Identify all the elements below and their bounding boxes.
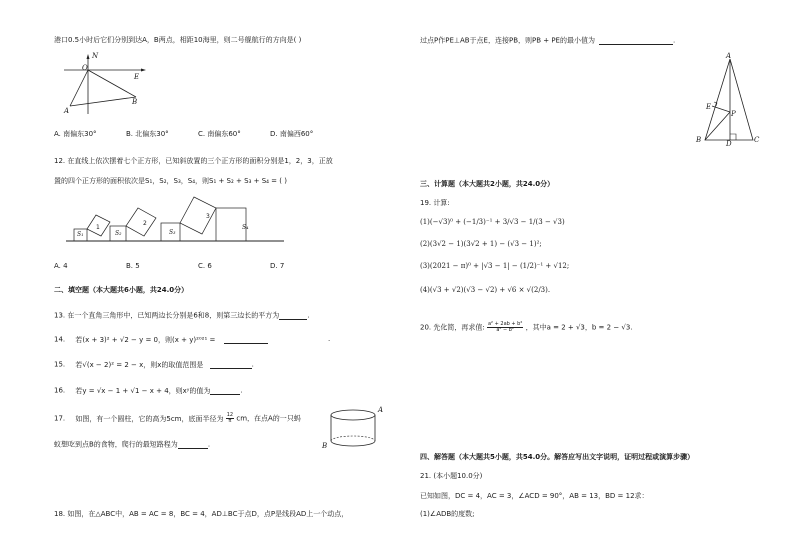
q16-answer-blank [210, 386, 240, 395]
section-3-heading: 三、计算题（本大题共2小题，共24.0分） [420, 180, 555, 188]
q11-tail-text: 港口0.5小时后它们分别到达A，B两点，相距10海里，则二号舰航行的方向是( ) [54, 36, 302, 44]
q19-part-3: (3)(2021 − π)⁰ + |√3 − 1| − (1/2)⁻¹ + √12; [420, 262, 570, 270]
q18-continuation: 过点P作PE⊥AB于点E，连接PB，则PB + PE的最小值为 . [420, 36, 676, 45]
q20-frac-denominator: a² − b² [496, 327, 514, 333]
q12-label-s2: S₂ [115, 230, 122, 237]
q15-answer-blank [210, 360, 252, 369]
q16-stem: 若y = √x − 1 + √1 − x + 4，则xʸ的值为 [75, 386, 211, 395]
q16-number: 16. [54, 386, 66, 395]
q19-part-1: (1)(−√3)⁰ + (−1/3)⁻¹ + 3/√3 − 1/(3 − √3) [420, 218, 565, 226]
q20-stem-a: 20. 先化简，再求值: [420, 323, 485, 332]
q18-tail: 过点P作PE⊥AB于点E，连接PB，则PB + PE的最小值为 [420, 36, 595, 45]
q17-line2: 蚁想吃到点B的食物，爬行的最短路程为 . [54, 440, 211, 449]
q12-label-s1: S₁ [77, 231, 84, 238]
q13-stem: 13. 在一个直角三角形中，已知两边长分别是6和8，则第三边长的平方为 [54, 311, 280, 320]
q12-label-3: 3 [206, 213, 210, 220]
q14-number: 14. [54, 335, 66, 344]
q18-answer-blank [599, 36, 673, 45]
q18-start: 18. 如图，在△ABC中，AB = AC = 8，BC = 4，AD⊥BC于点D，点P是线段AD上一个动点， [54, 510, 349, 518]
q17-line1 [54, 413, 301, 424]
q18-label-a: A [726, 52, 732, 60]
q12-label-s4: S₄ [242, 224, 249, 231]
q17-radius-fraction [226, 413, 234, 424]
q20-stem-b: ，其中a = 2 + √3，b = 2 − √3. [525, 323, 633, 332]
q12-label-2: 2 [143, 220, 147, 227]
q11-label-a: A [64, 107, 70, 115]
q18-label-e: E [706, 103, 712, 111]
q14-answer-blank [224, 335, 268, 344]
q12-line1: 12. 在直线上依次摆着七个正方形，已知斜放置的三个正方形的面积分别是1，2，3，正放 [54, 157, 333, 165]
q11-figure [56, 52, 166, 118]
q19-title: 19. 计算: [420, 199, 450, 207]
q18-label-b: B [696, 136, 702, 144]
q11-label-o: O [82, 64, 88, 72]
q18-triangle-figure [700, 56, 760, 144]
q14-text [54, 335, 268, 344]
q15-number: 15. [54, 360, 66, 369]
q20-text [420, 322, 633, 333]
q17-answer-blank [178, 440, 208, 449]
q14-trailing-mark: . [328, 335, 331, 343]
q17-label-b: B [322, 442, 328, 450]
section-2-heading: 二、填空题（本大题共6小题，共24.0分） [54, 286, 189, 294]
q17-stem-a: 如图，有一个圆柱，它的高为5cm，底面半径为 [75, 414, 224, 423]
q12-option-d: D. 7 [270, 262, 285, 270]
q13-text: 13. 在一个直角三角形中，已知两边长分别是6和8，则第三边长的平方为 . [54, 311, 310, 320]
q18-label-d: D [726, 140, 732, 148]
q11-label-n: N [92, 52, 99, 60]
q17-label-a: A [378, 406, 384, 414]
q20-fraction [487, 322, 523, 333]
q11-label-e: E [134, 73, 140, 81]
q11-option-b: B. 北偏东30° [126, 130, 169, 138]
q18-label-c: C [754, 136, 760, 144]
q16-text: 16. 若y = √x − 1 + √1 − x + 4，则xʸ的值为 . [54, 386, 243, 395]
q12-option-c: C. 6 [198, 262, 212, 270]
q20-frac-numerator: a² + 2ab + b² [487, 321, 523, 327]
q17-number: 17. [54, 414, 66, 423]
q19-part-2: (2)(3√2 − 1)(3√2 + 1) − (√3 − 1)²; [420, 240, 542, 248]
q21-title: 21. (本小题10.0分) [420, 472, 483, 480]
q13-answer-blank [279, 311, 307, 320]
q19-part-4: (4)(√3 + √2)(√3 − √2) + √6 × √(2/3). [420, 286, 551, 294]
q12-option-b: B. 5 [126, 262, 140, 270]
q15-stem: 若√(x − 2)² = 2 − x，则x的取值范围是 [75, 360, 204, 369]
q12-label-1: 1 [96, 224, 100, 231]
q17-frac-numerator: 12 [226, 412, 234, 418]
q18-label-p: P [731, 110, 736, 118]
q12-option-a: A. 4 [54, 262, 68, 270]
q11-label-b: B [132, 98, 138, 106]
q11-option-c: C. 南偏东60° [198, 130, 241, 138]
q11-option-a: A. 南偏东30° [54, 130, 97, 138]
q17-stem-b: cm，在点A的一只蚂 [236, 414, 301, 423]
q12-label-s3: S₃ [169, 229, 176, 236]
q21-part-1: (1)∠ADB的度数; [420, 510, 475, 518]
q14-stem: 若(x + 3)² + √2 − y = 0，则(x + y)²⁰²¹ = [75, 335, 216, 344]
q12-figure [66, 192, 286, 248]
q12-line2: 置的四个正方形的面积依次是S₁，S₂，S₃，S₄，则S₁ + S₂ + S₃ + S₄ = ( ) [54, 177, 287, 185]
section-4-heading: 四、解答题（本大题共5小题，共54.0分。解答应写出文字说明，证明过程或演算步骤） [420, 453, 695, 461]
q15-text: 15. 若√(x − 2)² = 2 − x，则x的取值范围是 . [54, 360, 254, 369]
q21-body: 已知如图，DC = 4，AC = 3，∠ACD = 90°，AB = 13，BD = 12求： [420, 492, 649, 500]
q17-frac-denominator: π [228, 418, 232, 424]
q17-cylinder-figure [330, 408, 380, 450]
q11-option-d: D. 南偏西60° [270, 130, 314, 138]
q17-stem-c: 蚁想吃到点B的食物，爬行的最短路程为 [54, 440, 178, 449]
